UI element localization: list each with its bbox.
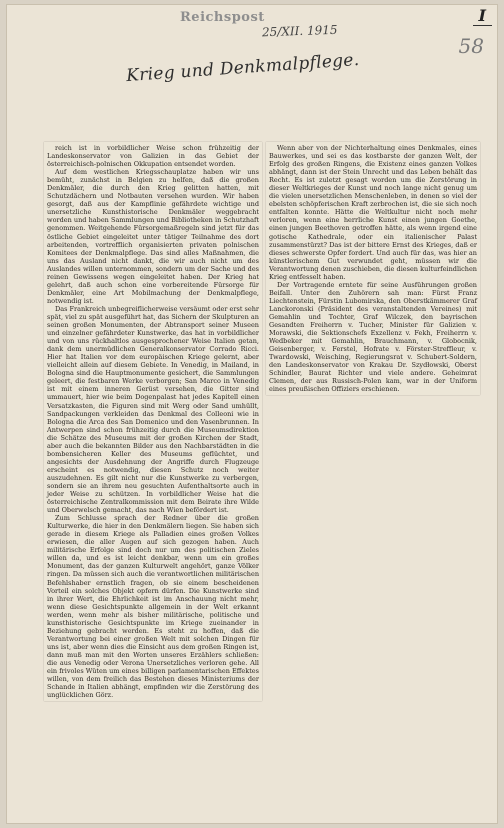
article-paragraph: Wenn aber von der Nichterhaltung eines Denkmales, eines Bauwerkes, und sei es das kostbarste der ganzen Welt, der Erfolg des großen Ringens, die Existenz eines ganzen Volkes abhängt, dann ist der Stein Unrecht und das Leben behält das Recht. Es ist zuletzt gesagt worden um die Zerstörung in dieser Weltkrieges der Kunst und noch lange nicht genug um die vielen unersetzlichen Menschenleben, in denen so viel der ebelsten schöpferischen Kraft zerbrochen ist, die sie sich noch entfalten konnte. Hätte die Weltkultur nicht noch mehr verloren, wenn eine herrliche Kunst einen jungen Goethe, einen jungen Beethoven getroffen hätte, als wenn irgend eine gotische Kathedrale, oder ein italienischer Palast zusammenstürzt? Das ist der bittere Ernst des Krieges, daß er dieses schwerste Opfer fordert. Und auch für das, was hier an künstlerischem Gut verwundet geht, müssen wir die Verantwortung denen zuschieben, die diesen kulturfeindlichen Krieg entfesselt haben.	[269, 144, 477, 281]
clipping-right-column	[266, 142, 480, 395]
roman-numeral-mark: I	[478, 6, 486, 25]
article-paragraph: Der Vortragende erntete für seine Ausführungen großen Beifall. Unter den Zuhörern sah man: Fürst Franz Liechtenstein, Fürstin Lubomirska, den Oberstkämmerer Graf Lanckoronski (Präsident des veranstaltenden Vereines) mit Gemahlin und Tochter, Graf Wilczek, den bayrischen Gesandten Freiherrn v. Tucher, Minister für Galizien v. Morawski, die Sektionschefs Exzellenz v. Fekh, Freiherrn v. Wedbeker mit Gemahlin, Brauchmann, v. Globocnik, Geisenberger, v. Ferstel, Hofrate v. Förster-Streffleur, v. Twardowski, Weisching, Regierungsrat v. Schubert-Soldern, den Landeskonservator von Krakau Dr. Szydłowski, Oberst Schindler, Baurat Richter und viele andere. Geheimrat Clemen, der aus Russisch-Polen kam, war in der Uniform eines preußischen Offiziers erschienen.	[269, 280, 477, 394]
folio-number: 58	[458, 34, 484, 58]
article-paragraph: Das Frankreich unbegreiflicherweise versäumt oder erst sehr spät, viel zu spät ausgeführt hat, das Sichern der Skulpturen an seinen großen Monumenten, der Abtransport seiner Museen und einzelner gefährdeter Kunstwerke, das hat in vorbildlicher und von uns rückhaltlos ausgesprochener Weise Italien getan, dank dem unermüdlichen Generalkonservator Corrado Ricci. Hier hat Italien vor dem europäischen Kriege gelernt, aber vielleicht allein auf diesem Gebiete. In Venedig, in Mailand, in Bologna sind die Hauptmonumente gesichert, die Sammlungen geleert, die festbaren Werke verborgen; San Marco in Venedig ist mit einem inneren Gerüst versehen, die Gitter sind ummauert, hier wie beim Dogenpalast hat jedes Kapitell einen Versatzkasten, die Figuren sind mit Werg oder Sand umhüllt, Sandpackungen verkleiden das Denkmal des Colleoni wie in Bologna die Arca des San Domenico und den Vasenbrunnen. In Antwerpen sind schon frühzeitig durch die Museumsdirektion die Schätze des Museums mit der großen Kirchen der Stadt, aber auch die bekannten Bilder aus den Nachbarstädten in die bombensicheren Keller des Museums geflüchtet, und angesichts der Ausdehnung der Angriffe durch Flugzeuge erscheint es notwendig, diesen Schutz noch weiter auszudehnen. Es gilt nicht nur die Kunstwerke zu verbergen, sondern sie an ihrem neu gesuchten Aufenthaltsorte auch in jeder Weise zu schützen. In vorbildlicher Weise hat die österreichische Zentralkommission mit dem Beirate ihre Wilde und Oberwelsch gemacht, das nach Wien befördert ist.	[47, 304, 259, 515]
handwritten-title: Krieg und Denkmalpflege.	[125, 49, 361, 87]
newspaper-stamp: Reichspost	[180, 10, 265, 25]
archive-sheet	[6, 4, 498, 824]
article-paragraph: Auf dem westlichen Kriegsschauplatze haben wir uns bemüht, zunächst in Belgien zu helfen, daß die großen Denkmäler, die durch den Krieg gelitten hatten, mit Schutzdächern und Notbauten versehen wurden. Wir haben gesorgt, daß aus der Kampflinie gefährdete wichtige und unersetzliche Kunsthistorische Denkmäler weggebracht worden und haben Sammlungen und Bibliotheken in Schutzhaft genommen. Weitgehende Fürsorgemaßregeln sind jetzt für das östliche Gebiet eingeleitet unter tätiger Teilnahme des dort arbeitenden, vortrefflich organisierten privaten polnischen Komitees der Denkmalpflege. Das sind alles Maßnahmen, die uns das Ausland nicht dankt, die wir auch nicht um des Auslandes willen unternommen, sondern um der Sache und des reinen Gewissens wegen eingeleitet haben. Der Krieg hat gelehrt, daß auch schon eine vorbereitende Fürsorge für Denkmäler, eine Art Mobilmachung der Denkmalpflege, notwendig ist.	[47, 168, 259, 305]
article-paragraph: reich ist in vorbildlicher Weise schon frühzeitig der Landeskonservator von Galizien in das Gebiet der österreichisch-polnischen Okkupation entsendet worden.	[47, 144, 259, 169]
clipping-left-column	[44, 142, 262, 701]
article-paragraph: Zum Schlusse sprach der Redner über die großen Kulturwerke, die hier in den Denkmälern liegen. Sie haben sich gerade in diesem Kriege als Palladien eines großen Volkes erwiesen, die aller Augen auf sich gezogen haben. Auch militärische Erfolge sind doch nur um des politischen Zieles willen da, und es ist leicht denkbar, wenn um ein großes Monument, das der ganzen Kulturwelt angehört, ganze Völker ringen. Da müssen sich auch die verantwortlichen militärischen Befehlshaber ernstlich fragen, ob sie einem bescheidenen Vorteil ein solches Objekt opfern dürfen. Die Kunstwerke sind in ihrer Wert, die Ehrlichkeit ist im Anschauung nicht mehr, wenn diese Gesichtspunkte allgemein in der Welt erkannt werden, wenn mehr als bisher militärische, politische und kunsthistorische Gesichtspunkte im Kriege zueinander in Beziehung gebracht werden. Es steht zu hoffen, daß die Verantwortung bei einer großen Welt mit solchen Dingen für uns ist, aber wenn dies die Einsicht aus dem großen Ringen ist, dann muß man mit den Worten unseres Erzählers schließen: die aus Venedig oder Verona Unersetzliches verloren gehe. All ein frivoles Wüten um eines billigen parlamentarischen Effektes willen, von dem freilich das Bestehen dieses Ministeriums der Schande in Italien abhängt, empfinden wir die Zerstörung des unglücklichen Görz.	[47, 514, 259, 700]
handwritten-date: 25/XII. 1915	[261, 22, 338, 40]
